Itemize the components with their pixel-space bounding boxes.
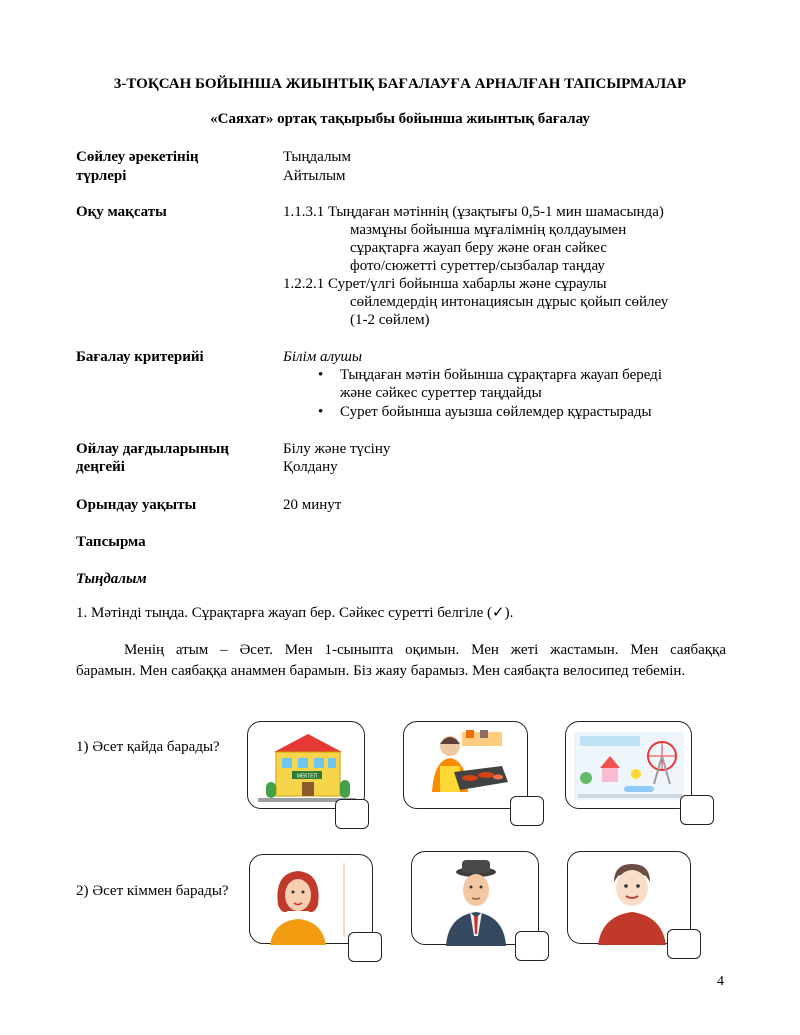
criteria-intro: Білім алушы <box>283 349 363 365</box>
answer-card-mother <box>249 854 373 944</box>
thinking-level-label-1: Ойлау дағдыларының <box>76 441 229 457</box>
objective-1-line-2: мазмұны бойынша мұғалімнің қолдауымен <box>350 222 627 238</box>
objectives-label: Оқу мақсаты <box>76 204 167 220</box>
task-heading: Тапсырма <box>76 534 146 550</box>
school-icon <box>248 722 366 810</box>
criterion-2: Сурет бойынша ауызша сөйлемдер құрастырады <box>340 404 652 420</box>
criterion-1-line-1: Тыңдаған мәтін бойынша сұрақтарға жауап береді <box>340 367 662 383</box>
answer-checkbox-father[interactable] <box>515 931 549 961</box>
answer-card-school <box>247 721 365 809</box>
answer-checkbox-cook[interactable] <box>510 796 544 826</box>
task-instruction: 1. Мәтінді тыңда. Сұрақтарға жауап бер. Сәйкес суретті белгіле (✓). <box>76 605 514 621</box>
speech-type-listening: Тыңдалым <box>283 149 351 165</box>
page-title: 3-ТОҚСАН БОЙЫНША ЖИЫНТЫҚ БАҒАЛАУҒА АРНАЛҒАН ТАПСЫРМАЛАР <box>113 76 687 92</box>
page-subtitle: «Саяхат» ортақ тақырыбы бойынша жиынтық бағалау <box>210 111 590 127</box>
question-1: 1) Әсет қайда барады? <box>76 739 220 755</box>
answer-checkbox-school[interactable] <box>335 799 369 829</box>
page-number: 4 <box>717 974 724 989</box>
answer-card-park <box>565 721 692 809</box>
question-2: 2) Әсет кіммен барады? <box>76 883 229 899</box>
speech-types-label-2: түрлері <box>76 168 127 184</box>
objective-1-line-4: фото/сюжетті суреттер/сызбалар таңдау <box>350 258 605 274</box>
thinking-level-1: Білу және түсіну <box>283 441 391 457</box>
objective-2-line-3: (1-2 сөйлем) <box>350 312 430 328</box>
thinking-level-label-2: деңгейі <box>76 459 125 475</box>
speech-types-label-1: Сөйлеу әрекетінің <box>76 149 199 165</box>
answer-checkbox-boy[interactable] <box>667 929 701 959</box>
objective-1-line-1: 1.1.3.1 Тыңдаған мәтіннің (ұзақтығы 0,5-1 мин шамасында) <box>283 204 664 220</box>
time-value: 20 минут <box>283 497 342 513</box>
text-line-2: барамын. Мен саябаққа анаммен барамын. Біз жаяу барамыз. Мен саябақта велосипед тебемін. <box>76 663 686 679</box>
thinking-level-2: Қолдану <box>283 459 338 475</box>
answer-card-cook <box>403 721 528 809</box>
time-label: Орындау уақыты <box>76 497 197 513</box>
text-line-1: Менің атым – Әсет. Мен 1-сыныпта оқимын. Мен жеті жастамын. Мен саябаққа <box>124 642 726 658</box>
answer-checkbox-park[interactable] <box>680 795 714 825</box>
objective-2-line-2: сөйлемдердің интонациясын дұрыс қойып сөйлеу <box>350 294 669 310</box>
park-icon <box>566 722 693 810</box>
cook-icon <box>404 722 529 810</box>
criteria-bullet-1: • <box>318 367 324 383</box>
answer-checkbox-mother[interactable] <box>348 932 382 962</box>
criteria-bullet-2: • <box>318 404 324 420</box>
objective-1-line-3: сұрақтарға жауап беру және оған сәйкес <box>350 240 607 256</box>
school-sign: МЕКТЕП <box>296 773 318 780</box>
speech-type-speaking: Айтылым <box>283 168 346 184</box>
criteria-label: Бағалау критерийі <box>76 349 204 365</box>
listening-section: Тыңдалым <box>76 571 147 587</box>
criterion-1-line-2: және сәйкес суреттер таңдайды <box>340 385 542 401</box>
objective-2-line-1: 1.2.2.1 Сурет/үлгі бойынша хабарлы және сұраулы <box>283 276 607 292</box>
